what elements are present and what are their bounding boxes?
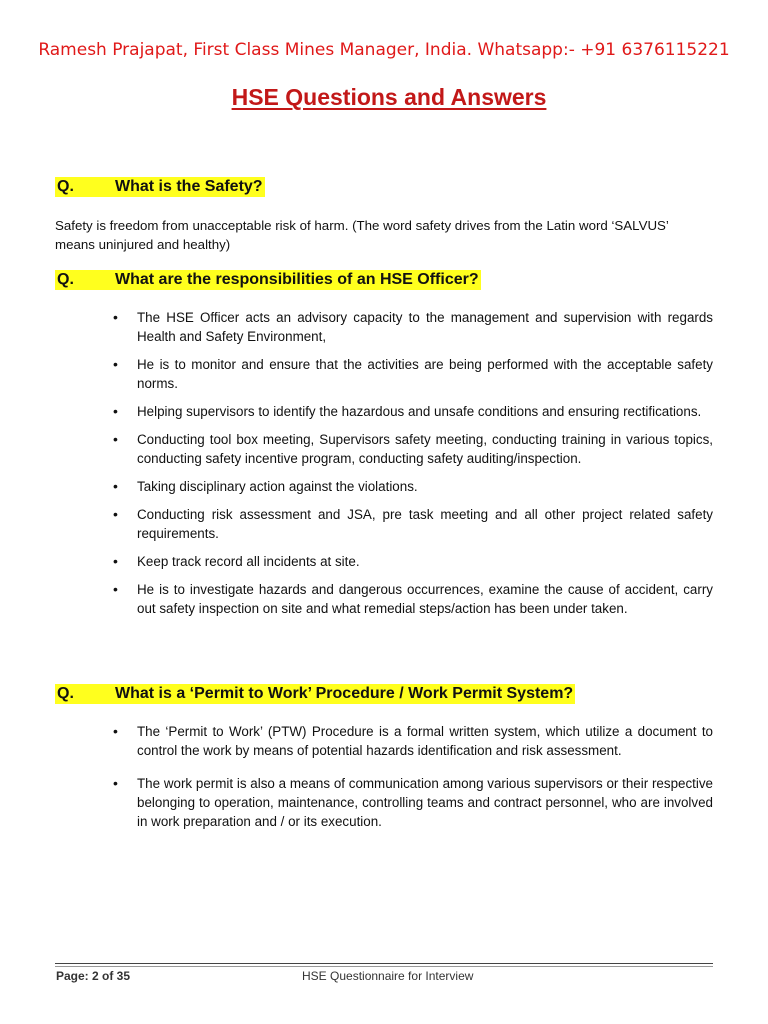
permit-to-work-list xyxy=(113,722,713,840)
header-watermark: Ramesh Prajapat, First Class Mines Manager, India. Whatsapp:- +91 6376115221 xyxy=(38,40,730,60)
question-heading-2 xyxy=(55,271,481,289)
list-item: • Keep track record all incidents at site. xyxy=(113,552,713,571)
list-item: • Taking disciplinary action against the violations. xyxy=(113,477,713,496)
list-item: • Conducting tool box meeting, Supervisors safety meeting, conducting training in various topics, conducting safety incentive program, conducting safety auditing/inspection. xyxy=(113,430,713,468)
footer-divider xyxy=(55,963,713,964)
responsibilities-list xyxy=(113,308,713,627)
question-marker: Q. xyxy=(57,271,74,288)
list-item: • He is to monitor and ensure that the activities are being performed with the acceptable safety norms. xyxy=(113,355,713,393)
footer-divider-secondary xyxy=(55,966,713,967)
question-heading-3 xyxy=(55,685,575,703)
answer-paragraph-1: Safety is freedom from unacceptable risk of harm. (The word safety drives from the Latin word ‘SALVUS’ means uninjured and healthy) xyxy=(55,218,669,252)
list-item: • The work permit is also a means of communication among various supervisors or their respective belonging to operation, maintenance, controlling teams and contract personnel, who are involved in work preparation and / or its execution. xyxy=(113,774,713,831)
question-marker: Q. xyxy=(57,178,74,195)
question-text: What is the Safety? xyxy=(115,178,263,195)
question-text: What are the responsibilities of an HSE Officer? xyxy=(115,271,479,288)
list-item: • Helping supervisors to identify the hazardous and unsafe conditions and ensuring rectifications. xyxy=(113,402,713,421)
list-item: • The HSE Officer acts an advisory capacity to the management and supervision with regards Health and Safety Environment, xyxy=(113,308,713,346)
question-marker: Q. xyxy=(57,685,74,702)
page-number: Page: 2 of 35 xyxy=(56,969,131,983)
question-heading-1 xyxy=(55,178,265,196)
footer-title: HSE Questionnaire for Interview xyxy=(302,969,474,983)
list-item: • He is to investigate hazards and dangerous occurrences, examine the cause of accident, carry out safety inspection on site and what remedial steps/action has been under taken. xyxy=(113,580,713,618)
list-item: • Conducting risk assessment and JSA, pre task meeting and all other project related safety requirements. xyxy=(113,505,713,543)
document-title: HSE Questions and Answers xyxy=(231,84,547,110)
question-text: What is a ‘Permit to Work’ Procedure / Work Permit System? xyxy=(115,685,574,702)
list-item: • The ‘Permit to Work’ (PTW) Procedure is a formal written system, which utilize a document to control the work by means of potential hazards identification and risk assessment. xyxy=(113,722,713,760)
